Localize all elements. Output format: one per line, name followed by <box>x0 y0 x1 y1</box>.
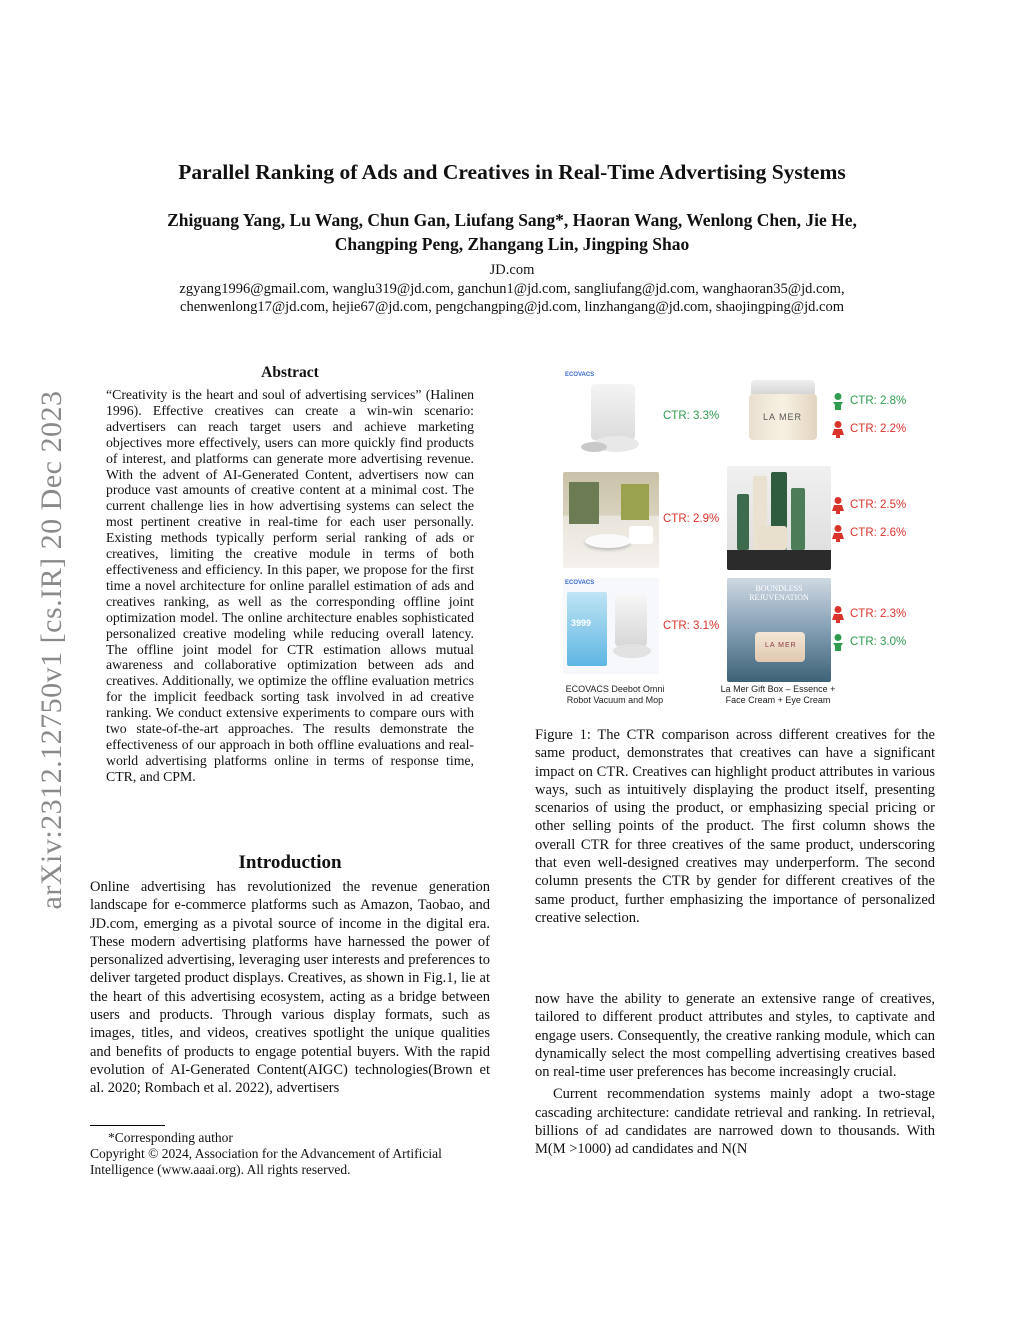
ctr-right-3-a: CTR: 2.3% <box>850 608 907 620</box>
creative-lamer-ocean <box>727 578 831 682</box>
ctr-left-1: CTR: 3.3% <box>663 410 720 422</box>
introduction-section <box>90 852 490 1098</box>
creative-vacuum-promo <box>563 578 659 674</box>
lamer-label-2: LA MER <box>765 642 797 649</box>
right-column-text <box>535 990 935 1159</box>
ctr-left-2: CTR: 2.9% <box>663 513 720 525</box>
brand-logo: ECOVACS <box>565 372 595 378</box>
male-icon-2 <box>831 633 845 651</box>
arxiv-id: arXiv:2312.12750v1 [cs.IR] 20 Dec 2023 <box>35 390 68 910</box>
ctr-right-1-male: CTR: 2.8% <box>850 395 907 407</box>
emails-line-2: chenwenlong17@jd.com, hejie67@jd.com, pengchangping@jd.com, linzhangang@jd.com, shaojingping@jd.com <box>180 299 844 315</box>
creative-vacuum-scene <box>563 472 659 568</box>
ctr-right-2-a: CTR: 2.5% <box>850 499 907 511</box>
abstract-heading: Abstract <box>261 364 319 381</box>
creative-lamer-jar <box>735 370 831 456</box>
footnote-corresponding: *Corresponding author <box>108 1130 233 1145</box>
male-icon <box>831 392 845 410</box>
affiliation-block <box>60 261 964 317</box>
female-icon <box>831 420 845 438</box>
affiliation: JD.com <box>489 262 535 278</box>
introduction-text: Online advertising has revolutionized the revenue generation landscape for e-commerce platforms such as Amazon, Taobao, and JD.com, emerging as a pivotal source of income in the digital era. These modern advertising platforms have harnessed the power of personalized advertising, leveraging user interests and preferences to deliver targeted product displays. Creatives, as shown in Fig.1, lie at the heart of this advertising ecosystem, acting as a bridge between users and products. Through various display formats, such as images, titles, and videos, creatives spotlight the unique qualities and benefits of products to engage potential buyers. With the rapid evolution of AI-Generated Content(AIGC) technologies(Brown et al. 2020; Rombach et al. 2022), advertisers <box>90 879 490 1097</box>
authors-line-1: Zhiguang Yang, Lu Wang, Chun Gan, Liufang Sang*, Haoran Wang, Wenlong Chen, Jie He, <box>167 210 857 230</box>
figure-caption <box>535 726 935 927</box>
footnote-rule <box>90 1125 165 1126</box>
female-icon-2 <box>831 496 845 514</box>
footnote-block <box>90 1125 490 1178</box>
authors-line-2: Changping Peng, Zhangang Lin, Jingping Shao <box>334 234 690 254</box>
right-paragraph-2: Current recommendation systems mainly adopt a two-stage cascading architecture: candidate retrieval and ranking. In retrieval, billions of ad candidates are narrowed down to thousands. With M(M >1000) ad candidates and N(N <box>535 1086 935 1158</box>
emails-line-1: zgyang1996@gmail.com, wanglu319@jd.com, ganchun1@jd.com, sangliufang@jd.com, wanghaoran35@jd.com, <box>179 280 845 297</box>
ctr-right-1-female: CTR: 2.2% <box>850 423 907 435</box>
paper-title: Parallel Ranking of Ads and Creatives in Real-Time Advertising Systems <box>178 160 846 184</box>
right-paragraph-1: now have the ability to generate an extensive range of creatives, tailored to different product attributes and styles, to captivate and engage users. Consequently, the creative ranking module, which can dynamically select the most compelling advertising creatives based on real-time user preferences has become increasingly crucial. <box>535 991 935 1081</box>
lamer-banner: BOUNDLESS REJUVENATION <box>749 584 809 602</box>
introduction-heading: Introduction <box>238 852 342 873</box>
ctr-right-3-b: CTR: 3.0% <box>850 636 907 648</box>
ctr-right-2-b: CTR: 2.6% <box>850 527 907 539</box>
female-icon-3 <box>831 524 845 542</box>
brand-logo-2: ECOVACS <box>565 580 595 586</box>
abstract-text: “Creativity is the heart and soul of advertising services” (Halinen 1996). Effective creatives can create a win-win scenario: advertisers can reach target users and achieve marketing objectives more effectively, users can more quickly find products of interest, and platforms can generate more advertising revenue. With the advent of AI-Generated Content, advertisers now can produce vast amounts of creative content at a minimal cost. The current challenge lies in how advertising systems can select the most pertinent creative in real-time for each user personally. Existing methods typically perform serial ranking of ads or creatives, limiting the creative module in terms of both effectiveness and efficiency. In this paper, we propose for the first time a novel architecture for online parallel estimation of ads and creatives ranking, as well as the corresponding offline joint optimization model. The online architecture enables sophisticated personalized creative modeling while reducing overall latency. The offline joint model for CTR estimation allows mutual awareness and collaborative optimization between ads and creatives. Additionally, we optimize the offline evaluation metrics for the implicit feedback sorting task involved in ad creative ranking. We conduct extensive experiments to compare ours with two state-of-the-art approaches. The results demonstrate the effectiveness of our approach in both offline evaluations and real-world advertising platforms online in terms of response time, CTR, and CPM. <box>106 387 474 784</box>
caption-left: ECOVACS Deebot Omni Robot Vacuum and Mop <box>565 684 665 705</box>
female-icon-4 <box>831 605 845 623</box>
creative-lamer-lineup <box>727 466 831 570</box>
promo-price: 3999 <box>571 618 592 628</box>
caption-right: La Mer Gift Box – Essence + Face Cream + Eye Cream <box>720 684 836 705</box>
ctr-left-3: CTR: 3.1% <box>663 620 720 632</box>
author-list <box>100 208 924 256</box>
abstract-section <box>106 364 474 785</box>
figure-1 <box>555 360 955 710</box>
creative-vacuum-product <box>563 370 659 466</box>
footnote-copyright: Copyright © 2024, Association for the Advancement of Artificial Intelligence (www.aaai.org). All rights reserved. <box>90 1146 442 1177</box>
figure-caption-text: Figure 1: The CTR comparison across different creatives for the same product, demonstrates that creatives can have a significant impact on CTR. Creatives can highlight product attributes in various ways, such as intuitively displaying the product itself, presenting scenarios of using the product, or emphasizing special pricing or other selling points of the product. The first column shows the overall CTR for three creatives of the same product, underscoring that even well-designed creatives may underperform. The second column presents the CTR by gender for different creatives of the same product, further emphasizing the importance of personalized creative selection. <box>535 727 935 926</box>
lamer-label: LA MER <box>763 412 803 422</box>
